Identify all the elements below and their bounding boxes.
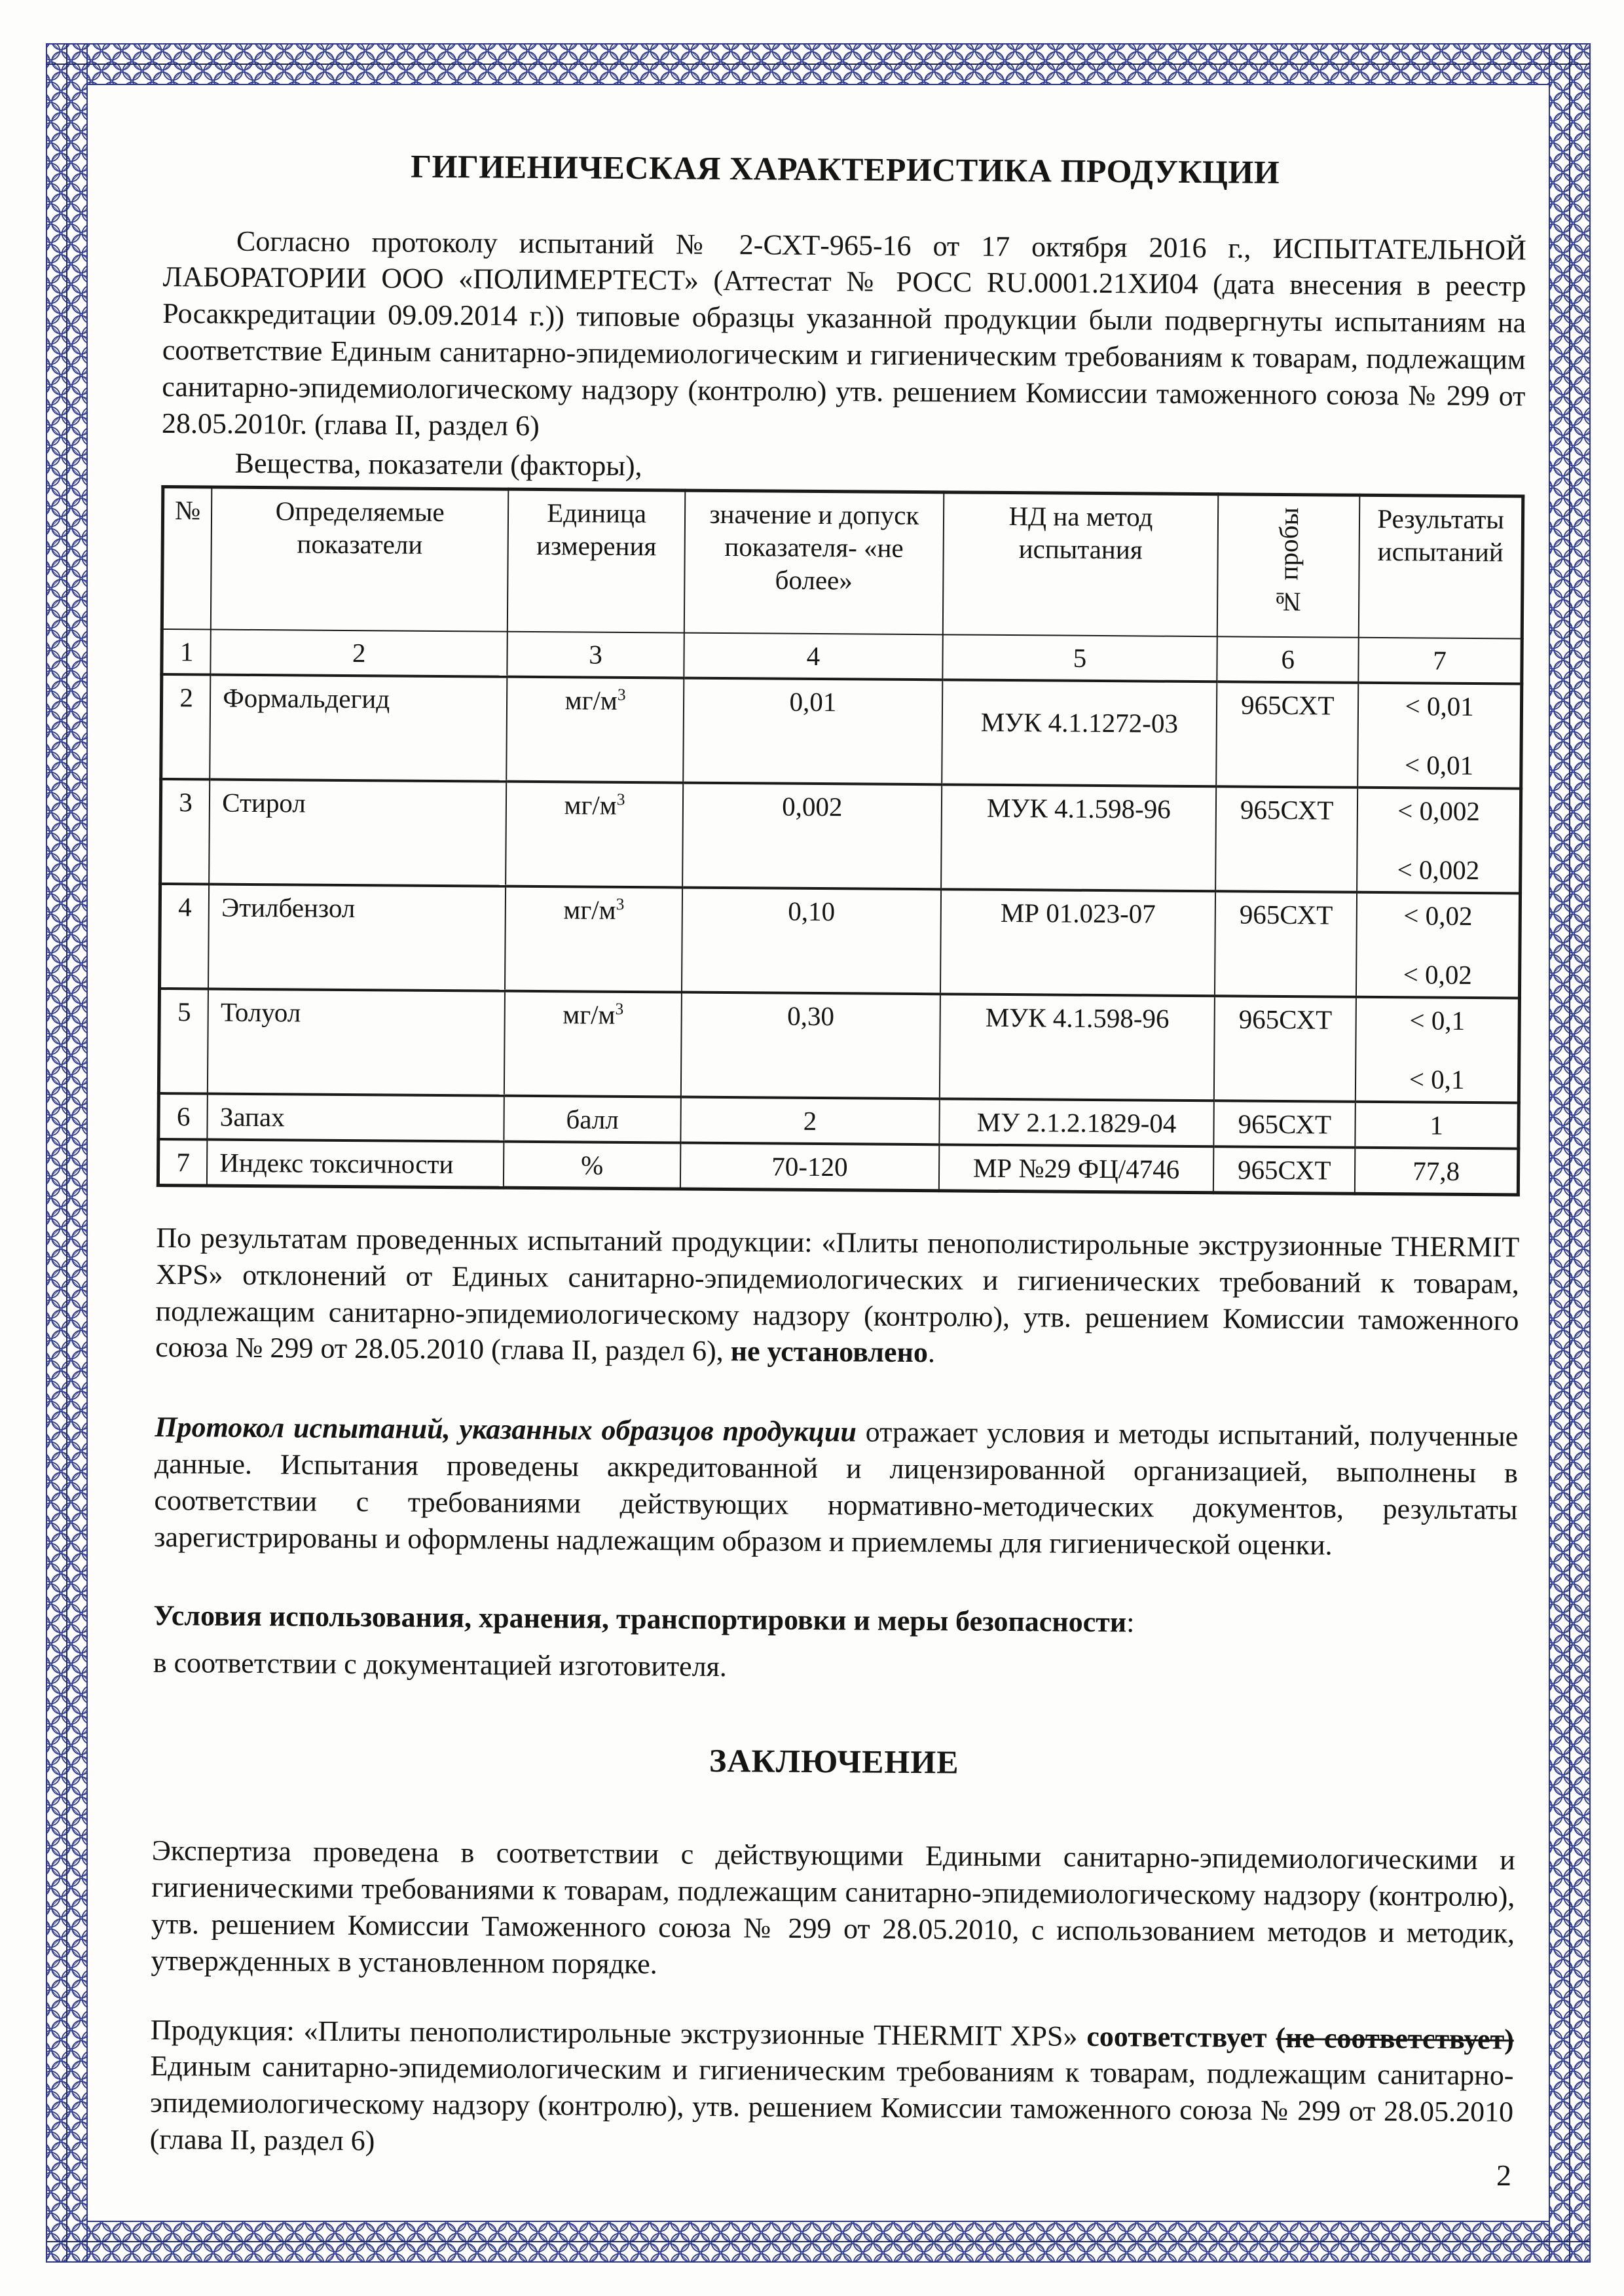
indicator-cell: Этилбензол	[208, 884, 506, 991]
results-cell: 1	[1356, 1102, 1519, 1149]
conclusion-heading: ЗАКЛЮЧЕНИЕ	[709, 1741, 959, 1781]
protocol-paragraph	[154, 1409, 1519, 1565]
page-number: 2	[1496, 2159, 1511, 2192]
column-number: 6	[1217, 636, 1359, 683]
method-cell: МУК 4.1.598-96	[941, 784, 1217, 891]
col-header-unit: Единица измерения	[507, 489, 686, 632]
substances-table	[157, 485, 1524, 1197]
expertise-paragraph: Экспертиза проведена в соответствии с действующими Едиными санитарно-эпидемиологическими и гигиеническими требованиями к товарам, подлежащим санитарно-эпидемиологическому надзору (контролю), утв. решением Комиссии Таможенного союза № 299 от 28.05.2010, с использованием методов и методик, утвержденных в установленном порядке.	[151, 1834, 1515, 1980]
row-number-cell: 4	[159, 884, 209, 989]
document-content	[150, 144, 1527, 2168]
row-number-cell: 7	[158, 1139, 207, 1186]
product-tail: Единым санитарно-эпидемиологическим и гигиеническим требованиям к товарам, подлежащим санитарно-эпидемиологическому надзору (контролю), утв. решением Комиссии таможенного союза № 299 от 28.05.2010 (глава II, раздел 6)	[149, 2050, 1514, 2157]
conditions-colon: :	[1126, 1606, 1135, 1639]
table-header-row	[162, 486, 1522, 638]
row-number-cell: 3	[160, 779, 210, 884]
conditions-heading-bold: Условия использования, хранения, транспортировки и меры безопасности	[153, 1599, 1127, 1639]
conforms-bold: соответствует	[1086, 2020, 1276, 2054]
results-cell: < 0,02 < 0,02	[1356, 892, 1520, 998]
limit-cell: 2	[680, 1097, 939, 1144]
table-row	[158, 989, 1519, 1103]
conditions-body: в соответствии с документацией изготовителя.	[153, 1646, 728, 1683]
limit-cell: 70-120	[680, 1142, 939, 1190]
sample-cell: 965СХТ	[1216, 682, 1358, 788]
results-cell: < 0,002 < 0,002	[1357, 787, 1521, 893]
col-header-number: №	[162, 486, 212, 629]
col-header-method: НД на метод испытания	[942, 492, 1218, 636]
product-lead: Продукция: «Плиты пенополистирольные экструзионные THERMIT XPS»	[150, 2013, 1087, 2052]
method-cell: МР №29 ФЦ/4746	[939, 1144, 1214, 1192]
results-cell: < 0,1 < 0,1	[1356, 996, 1519, 1102]
method-cell: МУ 2.1.2.1829-04	[939, 1099, 1214, 1146]
row-number-cell: 2	[161, 674, 211, 780]
limit-cell: 0,01	[683, 678, 942, 784]
row-number-cell: 5	[158, 989, 208, 1094]
method-cell: МУК 4.1.1272-03	[942, 680, 1217, 786]
unit-cell: %	[504, 1141, 680, 1188]
indicator-cell: Толуол	[208, 989, 505, 1095]
col-header-limit: значение и допуск показателя- «не более»	[684, 490, 944, 634]
page-title: ГИГИЕНИЧЕСКАЯ ХАРАКТЕРИСТИКА ПРОДУКЦИИ	[411, 147, 1280, 191]
col-header-indicators: Определяемые показатели	[211, 487, 508, 632]
protocol-text: отражает условия и методы испытаний, полученные данные. Испытания проведены аккредитованной и лицензированной организацией, выполнены в соответствии с требованиями действующих нормативно-методических документов, результаты зарегистрированы и оформлены надлежащим образом и приемлемы для гигиенической оценки.	[153, 1415, 1519, 1561]
col-header-sample	[1217, 494, 1360, 637]
col-header-results: Результаты испытаний	[1359, 495, 1523, 638]
indicator-cell: Запах	[208, 1093, 504, 1141]
unit-cell: балл	[504, 1095, 680, 1142]
limit-cell: 0,30	[681, 992, 940, 1099]
sample-cell: 965СХТ	[1215, 891, 1357, 997]
sample-cell: 965СХТ	[1214, 996, 1356, 1102]
conditions-heading	[153, 1597, 1517, 1643]
unit-cell: $мг/м^3$	[506, 781, 683, 887]
table-caption: Вещества, показатели (факторы),	[234, 446, 642, 482]
limit-cell: 0,002	[682, 782, 942, 889]
sample-cell: 965СХТ	[1215, 786, 1357, 892]
table-row	[159, 884, 1520, 998]
indicator-cell: Стирол	[209, 779, 506, 886]
row-number-cell: 6	[158, 1093, 208, 1140]
protocol-lead: Протокол испытаний, указанных образцов продукции	[155, 1411, 857, 1448]
sample-header-label: № пробы	[1273, 507, 1304, 618]
table-row	[158, 1139, 1518, 1195]
column-number: 7	[1359, 637, 1522, 683]
column-number: 2	[211, 629, 507, 676]
indicator-cell: Индекс токсичности	[207, 1139, 504, 1188]
unit-cell: $мг/м^3$	[505, 886, 682, 992]
method-cell: МР 01.023-07	[940, 889, 1216, 996]
sample-cell: 965СХТ	[1213, 1146, 1355, 1194]
unit-cell: $мг/м^3$	[506, 676, 684, 782]
sample-cell: 965СХТ	[1214, 1101, 1356, 1148]
substances-table-body	[158, 674, 1521, 1195]
results-cell: < 0,01 < 0,01	[1357, 682, 1521, 788]
intro-paragraph: Согласно протоколу испытаний № 2-СХТ-965-16 от 17 октября 2016 г., ИСПЫТАТЕЛЬНОЙ ЛАБОРАТОРИИ ООО «ПОЛИМЕРТЕСТ» (Аттестат № РОСС RU.0001.21ХИ04 (дата внесения в реестр Росаккредитации 09.09.2014 г.)) типовые образцы указанной продукции были подвергнуты испытаниям на соответствие Единым санитарно-эпидемиологическим и гигиеническим требованиям к товарам, подлежащим санитарно-эпидемиологическому надзору (контролю) утв. решением Комиссии таможенного союза № 299 от 28.05.2010г. (глава II, раздел 6)	[161, 225, 1527, 442]
table-row	[160, 779, 1521, 894]
column-number: 5	[942, 634, 1217, 682]
table-row	[161, 674, 1522, 789]
method-cell: МУК 4.1.598-96	[940, 994, 1215, 1101]
column-number: 3	[507, 631, 684, 678]
column-number: 1	[162, 629, 211, 675]
not-conforms-strikethrough: (не соответствует)	[1276, 2021, 1514, 2056]
results-cell: 77,8	[1355, 1148, 1519, 1195]
limit-cell: 0,10	[682, 887, 941, 994]
not-established-bold: не установлено	[730, 1335, 929, 1369]
results-period: .	[927, 1336, 936, 1369]
results-text: По результатам проведенных испытаний продукции: «Плиты пенополистирольные экструзионные THERMIT XPS» отклонений от Единых санитарно-эпидемиологических и гигиенических требований к товарам, подлежащим санитарно-эпидемиологическому надзору (контролю), утв. решением Комиссии таможенного союза № 299 от 28.05.2010 (глава II, раздел 6),	[155, 1221, 1520, 1368]
unit-cell: $мг/м^3$	[504, 991, 682, 1097]
column-number: 4	[684, 632, 942, 680]
indicator-cell: Формальдегид	[210, 674, 507, 781]
results-paragraph	[155, 1220, 1520, 1376]
product-conformity-paragraph	[150, 2011, 1515, 2167]
